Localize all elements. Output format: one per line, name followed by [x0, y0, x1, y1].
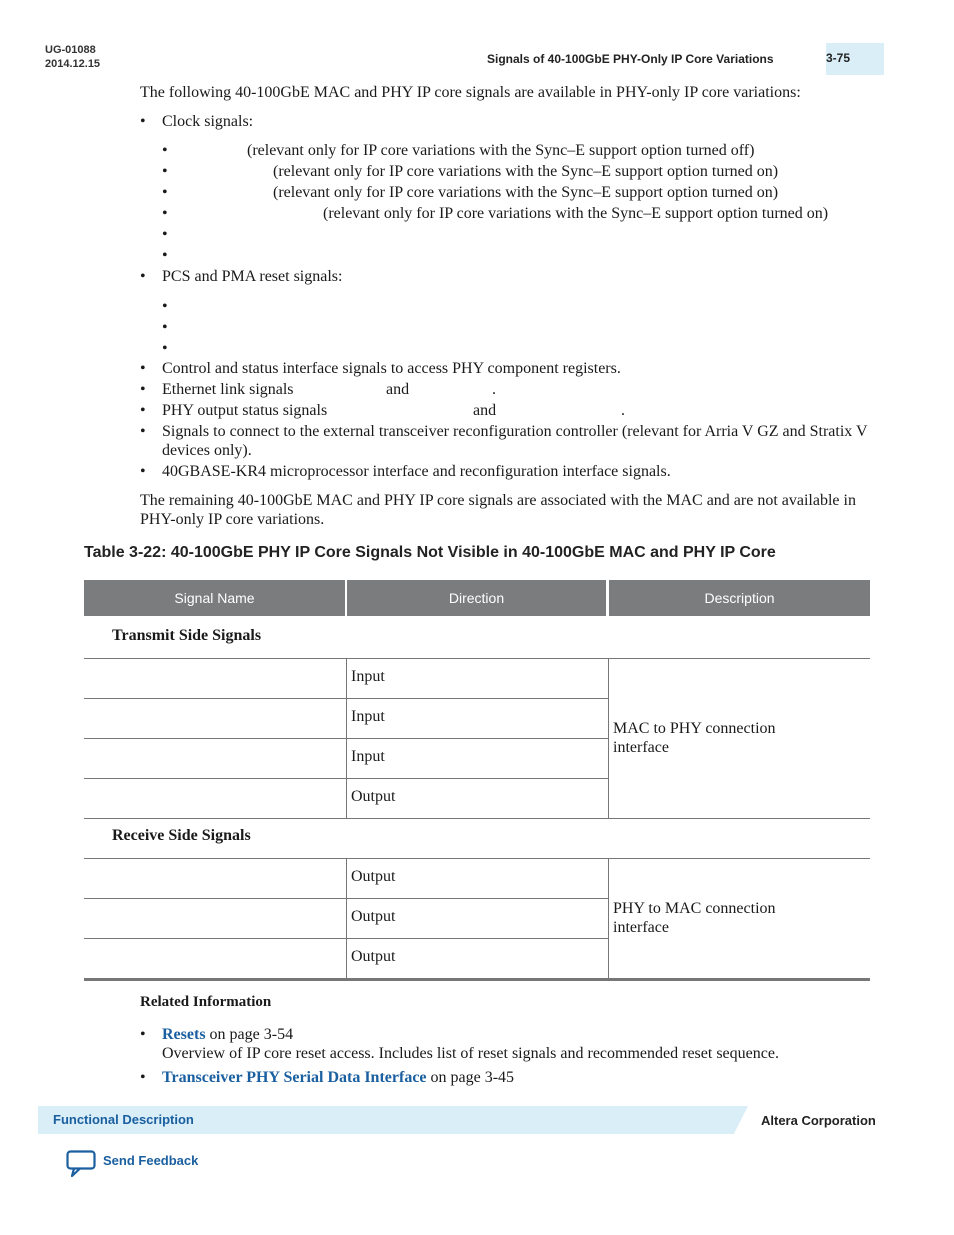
col-divider [608, 858, 609, 978]
clock-label: Clock signals: [162, 113, 254, 130]
link-signals-text: Ethernet link signals [162, 381, 294, 398]
clock-item-text: (relevant only for IP core variations with the Sync–E support option turned off) [247, 142, 755, 159]
document-id [45, 43, 100, 71]
bullet-dot: • [162, 247, 168, 264]
row-divider [84, 858, 870, 859]
status-and-text: and [473, 402, 497, 419]
section-title: Signals of 40-100GbE PHY-Only IP Core Variations [487, 52, 774, 66]
clock-item-text: (relevant only for IP core variations with the Sync–E support option turned on) [273, 184, 779, 201]
tx-direction: Input [351, 668, 385, 685]
rx-section-label: Receive Side Signals [112, 827, 251, 844]
col-header-description: Description [609, 580, 870, 616]
bullet-dot: • [140, 1026, 146, 1043]
clock-item-text: (relevant only for IP core variations with the Sync–E support option turned on) [323, 205, 829, 222]
rx-description: PHY to MAC connection interface [613, 900, 776, 936]
page-number-box [826, 43, 884, 75]
link-page-ref: on page 3-54 [205, 1026, 294, 1043]
feedback-icon[interactable] [66, 1150, 96, 1178]
transceiver-link[interactable]: Transceiver PHY Serial Data Interface [162, 1069, 427, 1086]
link-page-ref: on page 3-45 [426, 1069, 515, 1086]
reset-label: PCS and PMA reset signals: [162, 268, 343, 285]
bullet-dot: • [140, 381, 146, 398]
footer-company: Altera Corporation [761, 1113, 876, 1128]
col-header-direction: Direction [347, 580, 606, 616]
bullet-dot: • [162, 298, 168, 315]
status-signals-text: PHY output status signals [162, 402, 328, 419]
bullet-dot: • [140, 1069, 146, 1086]
rx-direction: Output [351, 908, 396, 925]
col-divider [346, 858, 347, 978]
bullet-dot: • [162, 340, 168, 357]
bullet-dot: • [140, 360, 146, 377]
related-line [162, 1025, 870, 1044]
kr4-text: 40GBASE-KR4 microprocessor interface and reconfiguration interface signals. [162, 463, 671, 480]
footer-section: Functional Description [53, 1112, 194, 1127]
bullet-dot: • [162, 142, 168, 159]
clock-item-text: (relevant only for IP core variations with the Sync–E support option turned on) [273, 163, 779, 180]
reconfig-text: Signals to connect to the external transceiver reconfiguration controller (relevant for Arria V GZ and Stratix V devices only). [162, 423, 868, 459]
intro-paragraph: The following 40-100GbE MAC and PHY IP core signals are available in PHY-only IP core variations: [140, 84, 801, 101]
tx-section-label: Transmit Side Signals [112, 627, 262, 644]
bullet-dot: • [140, 268, 146, 285]
tx-direction: Input [351, 748, 385, 765]
control-text: Control and status interface signals to access PHY component registers. [162, 360, 621, 377]
bullet-dot: • [162, 184, 168, 201]
bullet-dot: • [162, 226, 168, 243]
related-line [162, 1068, 870, 1087]
tx-description: MAC to PHY connection interface [613, 720, 776, 756]
tx-direction: Output [351, 788, 396, 805]
bullet-dot: • [140, 402, 146, 419]
rx-direction: Output [351, 868, 396, 885]
rx-direction: Output [351, 948, 396, 965]
link-and-text: and [386, 381, 410, 398]
bullet-dot: • [162, 319, 168, 336]
send-feedback-link[interactable]: Send Feedback [103, 1153, 199, 1168]
row-divider [84, 818, 870, 819]
table-caption: Table 3-22: 40-100GbE PHY IP Core Signals Not Visible in 40-100GbE MAC and PHY IP Core [84, 544, 776, 561]
bullet-dot: • [162, 205, 168, 222]
row-divider [84, 658, 870, 659]
doc-id-text: UG-01088 [45, 44, 96, 56]
link-end-text: . [492, 381, 496, 398]
page-number: 3-75 [826, 51, 851, 65]
col-divider [346, 658, 347, 818]
remaining-paragraph: The remaining 40-100GbE MAC and PHY IP core signals are associated with the MAC and are not available in PHY-only IP core variations. [140, 492, 856, 528]
tx-direction: Input [351, 708, 385, 725]
col-divider [608, 658, 609, 818]
col-header-signal-name: Signal Name [84, 580, 345, 616]
status-end-text: . [621, 402, 625, 419]
resets-description: Overview of IP core reset access. Includes list of reset signals and recommended reset sequence. [162, 1045, 779, 1062]
doc-date-text: 2014.12.15 [45, 58, 101, 70]
bullet-dot: • [140, 423, 146, 440]
bullet-dot: • [162, 163, 168, 180]
resets-link[interactable]: Resets [162, 1026, 206, 1043]
table-bottom-border [84, 978, 870, 981]
bullet-dot: • [140, 113, 146, 130]
bullet-dot: • [140, 463, 146, 480]
related-info-title: Related Information [140, 994, 272, 1010]
